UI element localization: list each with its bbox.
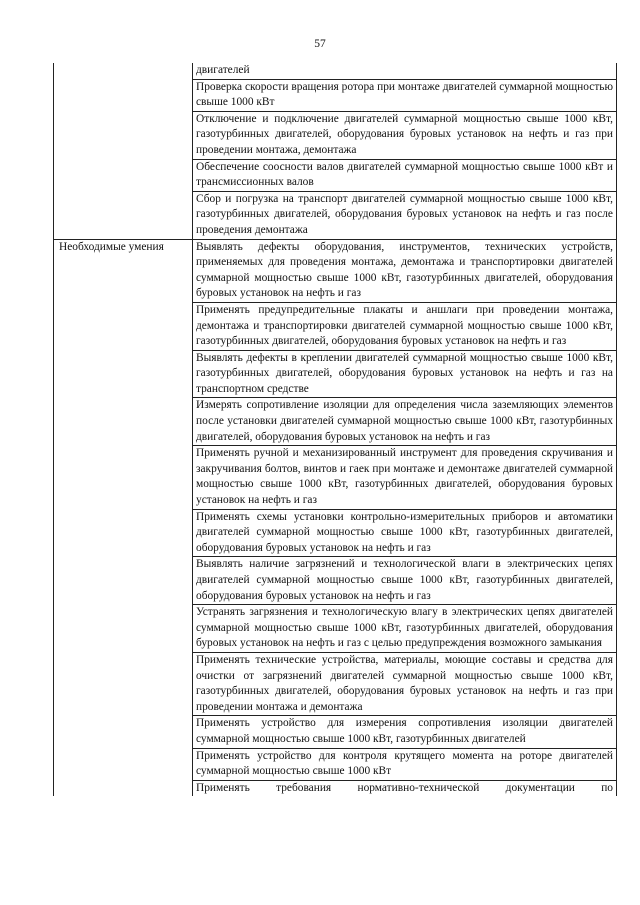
content-cell <box>193 605 617 653</box>
label-cell <box>54 716 193 748</box>
content-cell <box>193 111 617 159</box>
table-row <box>54 748 617 780</box>
content-cell <box>193 191 617 239</box>
label-cell <box>54 446 193 509</box>
label-cell <box>54 748 193 780</box>
content-cell <box>193 63 617 79</box>
row-text: Применять технические устройства, материалы, моющие составы и средства для очистки от загрязнений двигателей суммарной мощностью свыше 1000 кВт, газотурбинных двигателей, оборудования буровых установок на нефть и газ при проведении монтажа и демонтажа <box>196 653 613 713</box>
row-text: Применять устройство для контроля крутящего момента на роторе двигателей суммарной мощностью свыше 1000 кВт <box>196 749 613 778</box>
row-text: Проверка скорости вращения ротора при монтаже двигателей суммарной мощностью свыше 1000 кВт <box>196 80 613 109</box>
row-text: Устранять загрязнения и технологическую влагу в электрических цепях двигателей суммарной мощностью свыше 1000 кВт, газотурбинных двигателей, оборудования буровых установок на нефть и газ с целью предупреждения возможного замыкания <box>196 606 613 650</box>
label-cell <box>54 159 193 191</box>
content-cell <box>193 159 617 191</box>
table-row <box>54 652 617 715</box>
table-row <box>54 159 617 191</box>
row-text: двигателей <box>196 64 250 76</box>
table-row <box>54 716 617 748</box>
row-text: Обеспечение соосности валов двигателей суммарной мощностью свыше 1000 кВт и трансмиссионных валов <box>196 160 613 189</box>
row-text: Применять схемы установки контрольно-измерительных приборов и автоматики двигателей суммарной мощностью свыше 1000 кВт, газотурбинных двигателей, оборудования буровых установок на нефть и газ <box>196 510 613 554</box>
table-row <box>54 239 617 302</box>
table-row <box>54 398 617 446</box>
row-text: Сбор и погрузка на транспорт двигателей суммарной мощностью свыше 1000 кВт, газотурбинных двигателей, оборудования буровых установок на нефть и газ после проведения демонтажа <box>196 192 613 236</box>
table-row <box>54 780 617 796</box>
content-cell <box>193 748 617 780</box>
page-number: 57 <box>314 38 326 50</box>
label-cell <box>54 780 193 796</box>
row-text: Выявлять дефекты в креплении двигателей суммарной мощностью свыше 1000 кВт, газотурбинных двигателей, оборудования буровых установок на нефть и газ на транспортном средстве <box>196 351 613 395</box>
table-row <box>54 302 617 350</box>
label-cell <box>54 398 193 446</box>
table-row <box>54 605 617 653</box>
table-row <box>54 191 617 239</box>
content-cell <box>193 652 617 715</box>
row-text: Применять предупредительные плакаты и аншлаги при проведении монтажа, демонтажа и транспортировки двигателей суммарной мощностью свыше 1000 кВт, газотурбинных двигателей, оборудования буровых установок на нефть и газ <box>196 303 613 348</box>
label-cell <box>54 652 193 715</box>
table-row <box>54 63 617 79</box>
row-text: Выявлять наличие загрязнений и технологической влаги в электрических цепях двигателей суммарной мощностью свыше 1000 кВт, газотурбинных двигателей, оборудования буровых установок на нефть и газ <box>196 558 613 602</box>
content-cell <box>193 780 617 796</box>
table-row <box>54 79 617 111</box>
content-cell <box>193 302 617 350</box>
label-cell <box>54 302 193 350</box>
content-cell <box>193 350 617 398</box>
row-text: Отключение и подключение двигателей суммарной мощностью свыше 1000 кВт, газотурбинных двигателей, оборудования буровых установок на нефть и газ при проведении монтажа, демонтажа <box>196 112 613 156</box>
row-text: Применять ручной и механизированный инструмент для проведения скручивания и закручивания болтов, винтов и гаек при монтаже и демонтаже двигателей суммарной мощностью свыше 1000 кВт, газотурбинных двигателей, оборудования буровых установок на нефть и газ <box>196 447 613 507</box>
content-cell <box>193 557 617 605</box>
table-row <box>54 509 617 557</box>
label-cell <box>54 63 193 79</box>
label-cell <box>54 191 193 239</box>
label-cell <box>54 79 193 111</box>
row-text: Применять требования нормативно-технической документации по <box>196 781 613 794</box>
content-cell <box>193 79 617 111</box>
content-cell <box>193 509 617 557</box>
row-text: Измерять сопротивление изоляции для определения числа заземляющих элементов после установки двигателей суммарной мощностью свыше 1000 кВт, газотурбинных двигателей, оборудования буровых установок на нефть и газ <box>196 399 613 443</box>
content-cell <box>193 716 617 748</box>
row-text: Выявлять дефекты оборудования, инструментов, технических устройств, применяемых для проведения монтажа, демонтажа и транспортировки двигателей суммарной мощностью свыше 1000 кВт, газотурбинных двигателей, оборудования буровых установок на нефть и газ <box>196 240 613 300</box>
content-cell <box>193 446 617 509</box>
label-cell <box>54 605 193 653</box>
table-row <box>54 111 617 159</box>
section-label: Необходимые умения <box>54 239 193 302</box>
label-cell <box>54 557 193 605</box>
table-row <box>54 446 617 509</box>
table-row <box>54 557 617 605</box>
label-cell <box>54 350 193 398</box>
content-cell <box>193 239 617 302</box>
row-text: Применять устройство для измерения сопротивления изоляции двигателей суммарной мощностью свыше 1000 кВт, газотурбинных двигателей <box>196 717 613 745</box>
job-functions-table <box>53 63 617 796</box>
label-cell <box>54 509 193 557</box>
table-row <box>54 350 617 398</box>
content-cell <box>193 398 617 446</box>
label-cell <box>54 111 193 159</box>
